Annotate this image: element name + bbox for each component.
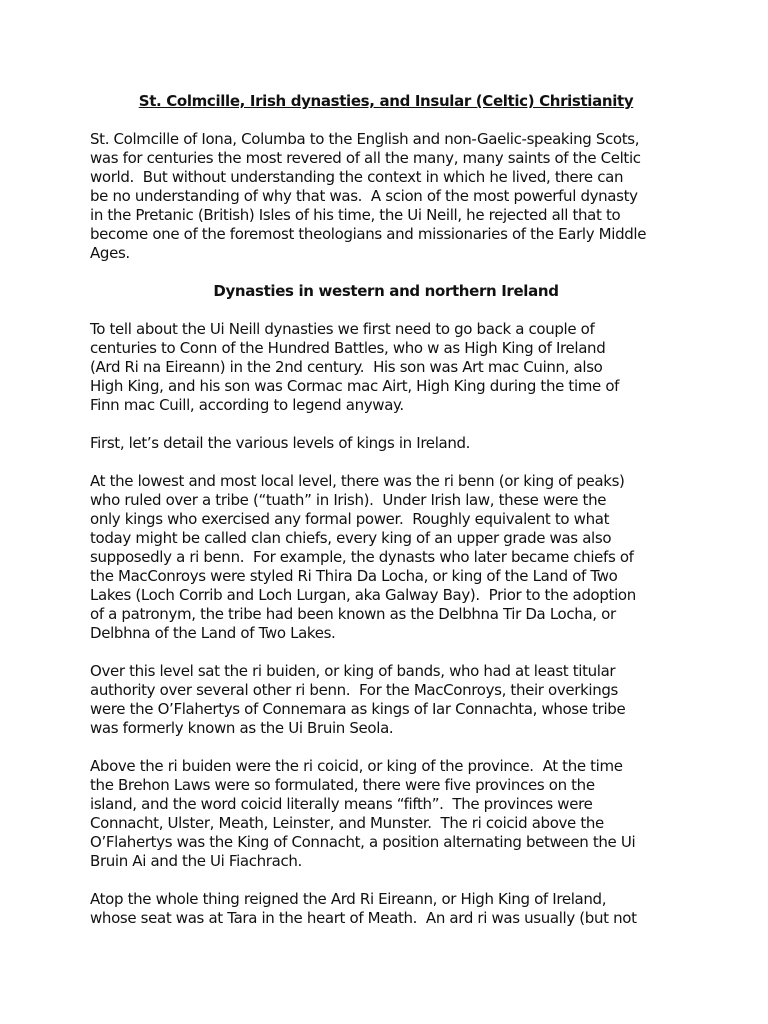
paragraph-line: Connacht, Ulster, Meath, Leinster, and Munster. The ri coicid above the [90, 814, 604, 832]
body-paragraph [90, 472, 682, 643]
paragraph-line: centuries to Conn of the Hundred Battles, who w as High King of Ireland [90, 339, 606, 357]
paragraph-line: in the Pretanic (British) Isles of his time, the Ui Neill, he rejected all that to [90, 206, 621, 224]
paragraph-line: (Ard Ri na Eireann) in the 2nd century. His son was Art mac Cuinn, also [90, 358, 603, 376]
paragraph-line: Atop the whole thing reigned the Ard Ri Eireann, or High King of Ireland, [90, 890, 607, 908]
body-paragraph [90, 890, 682, 928]
paragraph-line: To tell about the Ui Neill dynasties we first need to go back a couple of [90, 320, 595, 338]
spacer [90, 301, 682, 320]
paragraph-line: O’Flahertys was the King of Connacht, a position alternating between the Ui [90, 833, 636, 851]
paragraph-line: was formerly known as the Ui Bruin Seola. [90, 719, 394, 737]
body-paragraph [90, 434, 682, 453]
paragraph-line: world. But without understanding the context in which he lived, there can [90, 168, 624, 186]
body-paragraph [90, 757, 682, 871]
spacer [90, 643, 682, 662]
body-paragraph [90, 320, 682, 415]
paragraph-line: of a patronym, the tribe had been known as the Delbhna Tir Da Locha, or [90, 605, 616, 623]
paragraph-line: Bruin Ai and the Ui Fiachrach. [90, 852, 302, 870]
spacer [90, 453, 682, 472]
paragraph-line: authority over several other ri benn. For the MacConroys, their overkings [90, 681, 619, 699]
spacer [90, 415, 682, 434]
paragraph-line: whose seat was at Tara in the heart of Meath. An ard ri was usually (but not [90, 909, 637, 927]
paragraph-line: be no understanding of why that was. A scion of the most powerful dynasty [90, 187, 638, 205]
paragraph-line: Delbhna of the Land of Two Lakes. [90, 624, 336, 642]
paragraph-line: St. Colmcille of Iona, Columba to the English and non-Gaelic-speaking Scots, [90, 130, 640, 148]
spacer [90, 263, 682, 282]
paragraph-line: the MacConroys were styled Ri Thira Da Locha, or king of the Land of Two [90, 567, 618, 585]
paragraph-line: today might be called clan chiefs, every king of an upper grade was also [90, 529, 612, 547]
document-title: St. Colmcille, Irish dynasties, and Insular (Celtic) Christianity [138, 92, 634, 110]
paragraph-line: Finn mac Cuill, according to legend anyway. [90, 396, 404, 414]
paragraph-line: Ages. [90, 244, 130, 262]
paragraph-line: was for centuries the most revered of all the many, many saints of the Celtic [90, 149, 641, 167]
body-paragraph [90, 662, 682, 738]
document-page [90, 92, 682, 928]
paragraph-line: First, let’s detail the various levels of kings in Ireland. [90, 434, 471, 452]
paragraph-line: Lakes (Loch Corrib and Loch Lurgan, aka Galway Bay). Prior to the adoption [90, 586, 636, 604]
spacer [90, 871, 682, 890]
paragraph-line: become one of the foremost theologians and missionaries of the Early Middle [90, 225, 647, 243]
spacer [90, 738, 682, 757]
paragraph-line: were the O’Flahertys of Connemara as kings of Iar Connachta, whose tribe [90, 700, 626, 718]
paragraph-line: who ruled over a tribe (“tuath” in Irish). Under Irish law, these were the [90, 491, 607, 509]
paragraph-line: Above the ri buiden were the ri coicid, or king of the province. At the time [90, 757, 623, 775]
paragraph-line: island, and the word coicid literally means “fifth”. The provinces were [90, 795, 593, 813]
paragraph-line: the Brehon Laws were so formulated, there were five provinces on the [90, 776, 595, 794]
section-heading: Dynasties in western and northern Ireland [213, 282, 559, 300]
spacer [90, 111, 682, 130]
paragraph-line: At the lowest and most local level, there was the ri benn (or king of peaks) [90, 472, 625, 490]
intro-paragraph [90, 130, 682, 263]
paragraph-line: High King, and his son was Cormac mac Airt, High King during the time of [90, 377, 620, 395]
paragraph-line: supposedly a ri benn. For example, the dynasts who later became chiefs of [90, 548, 634, 566]
paragraph-line: only kings who exercised any formal power. Roughly equivalent to what [90, 510, 610, 528]
paragraph-line: Over this level sat the ri buiden, or king of bands, who had at least titular [90, 662, 616, 680]
